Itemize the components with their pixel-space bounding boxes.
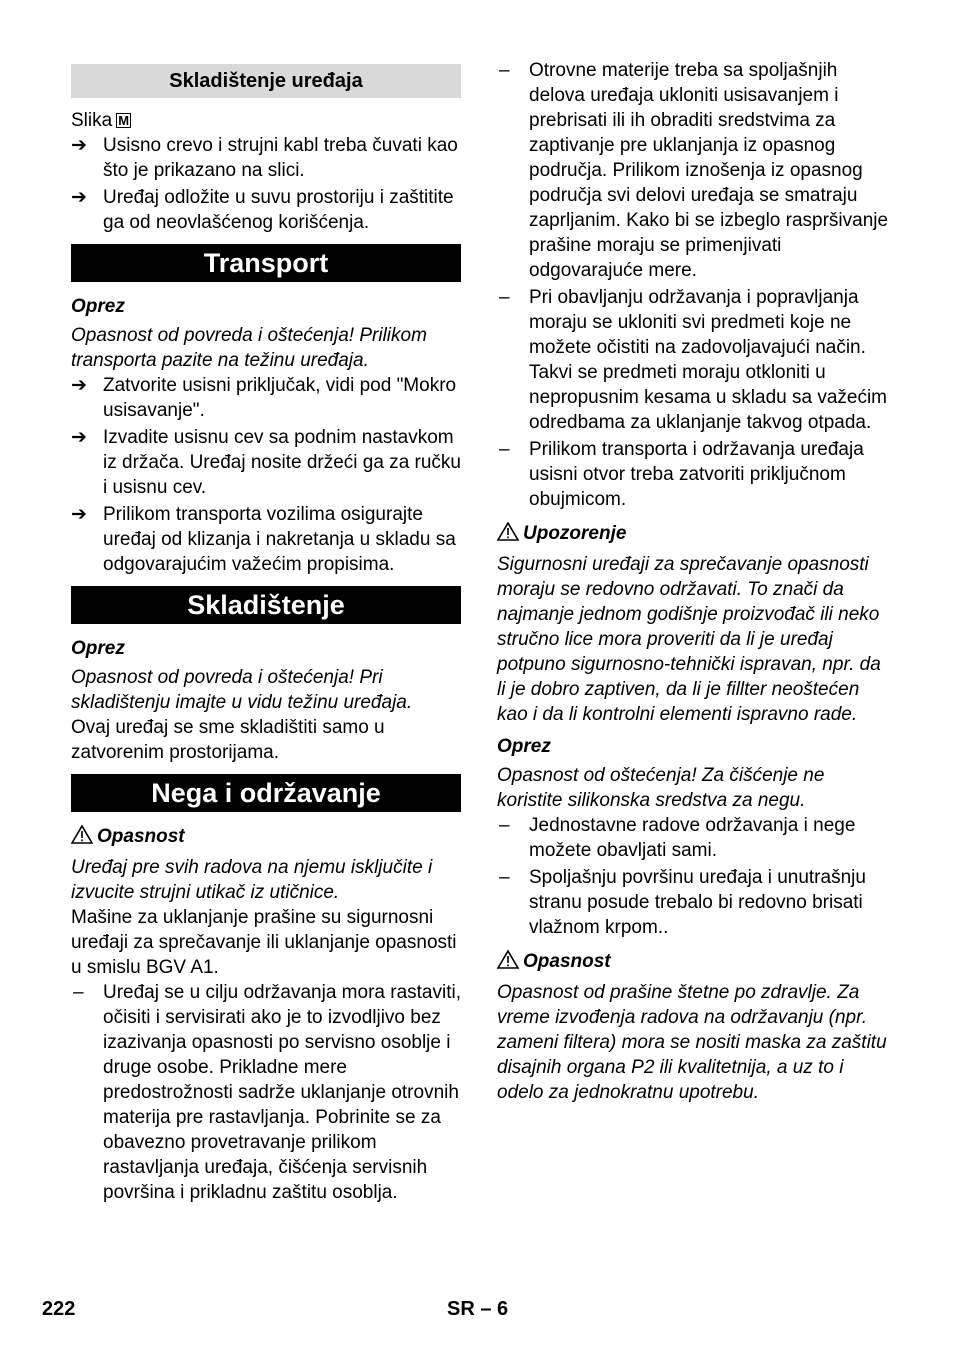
list-item: – Jednostavne radove održavanja i nege možete obavljati sami.: [499, 815, 856, 861]
figure-m-icon: M: [118, 113, 130, 128]
left-column: [71, 58, 461, 1207]
list-item: ➔ Uređaj odložite u suvu prostoriju i zaštitite ga od neovlašćenog korišćenja.: [71, 187, 454, 233]
arrow-right-icon: ➔: [71, 375, 87, 396]
dash-bullet: –: [499, 867, 510, 888]
list-item: – Prilikom transporta i održavanja uređaja usisni otvor treba zatvoriti priključnom obujmicom.: [499, 439, 864, 510]
dash-bullet: –: [499, 439, 510, 460]
arrow-right-icon: ➔: [71, 504, 87, 525]
warning-triangle-icon: [497, 950, 521, 976]
dash-bullet: –: [73, 982, 84, 1003]
caution-text: Opasnost od povreda i oštećenja! Prilikom transporta pazite na težinu uređaja.: [71, 325, 427, 371]
caution-label: Oprez: [497, 736, 551, 757]
care-heading: Nega i održavanje: [71, 774, 461, 812]
arrow-right-icon: ➔: [71, 187, 87, 208]
list-item: ➔ Usisno crevo i strujni kabl treba čuvati kao što je prikazano na slici.: [71, 135, 458, 181]
page-number: 222: [42, 1298, 76, 1320]
caution-text: Opasnost od povreda i oštećenja! Pri skladištenju imajte u vidu težinu uređaja.: [71, 667, 413, 713]
danger-text: Opasnost od prašine štetne po zdravlje. Za vreme izvođenja radova na održavanju (npr. zameni filtera) mora se nositi maska za zaštitu disajnih organa P2 ili kvalitetnija, a uz to i odelo za jednokratnu upotrebu.: [497, 982, 887, 1103]
warning-triangle-icon: [71, 825, 95, 851]
caution-label: Oprez: [71, 296, 125, 317]
section-label: SR – 6: [447, 1298, 509, 1320]
storage-unit-heading: Skladištenje uređaja: [71, 64, 461, 98]
figure-reference: Slika M: [71, 110, 130, 131]
care-text: Mašine za uklanjanje prašine su sigurnosni uređaji za sprečavanje ili uklanjanje opasnosti u smislu BGV A1.: [71, 907, 457, 978]
list-item: – Uređaj se u cilju održavanja mora rastaviti, očisiti i servisirati ako je to izvodljivo bez izazivanja opasnosti po servisno osoblje i druge osobe. Prikladne mere predostrožnosti sadrže uklanjanje otrovnih materija pre rastavljanja. Pobrinite se za obavezno provetravanje prilikom rastavljanja uređaja, čišćenja servisnih površina i prikladnu zaštitu osoblja.: [73, 982, 461, 1203]
warning-text: Sigurnosni uređaji za sprečavanje opasnosti moraju se redovno održavati. To znači da najmanje jednom godišnje proizvođač ili neko stručno lice mora proveriti da li je uređaj potpuno sigurnosno-tehnički ispravan, npr. da li je dobro zaptiven, da li je fillter neoštećen kao i da li kontrolni elementi ispravno rade.: [497, 554, 881, 725]
caution-label: Oprez: [71, 638, 125, 659]
list-item: – Otrovne materije treba sa spoljašnjih delova uređaja ukloniti usisavanjem i prebrisati ili ih obraditi sredstvima za zaptivanje pre uklanjanja iz opasnog područja. Prilikom iznošenja iz opasnog područja svi delovi uređaja se smatraju zaprljanim. Kako bi se izbeglo raspršivanje prašine moraju se primenjivati odgovarajuće mere.: [499, 60, 889, 281]
list-item: ➔ Izvadite usisnu cev sa podnim nastavkom iz držača. Uređaj nosite držeći ga za ručku i usisnu cev.: [71, 427, 461, 498]
warning-label: Upozorenje: [497, 521, 889, 548]
danger-text: Uređaj pre svih radova na njemu isključite i izvucite strujni utikač iz utičnice.: [71, 857, 433, 903]
dash-bullet: –: [499, 287, 510, 308]
storage-heading: Skladištenje: [71, 586, 461, 624]
danger-label: Opasnost: [71, 824, 461, 851]
list-item: ➔ Zatvorite usisni priključak, vidi pod "Mokro usisavanje".: [71, 375, 457, 421]
transport-heading: Transport: [71, 244, 461, 282]
caution-text: Opasnost od oštećenja! Za čišćenje ne koristite silikonska sredstva za negu.: [497, 765, 825, 811]
list-item: – Pri obavljanju održavanja i popravljanja moraju se ukloniti svi predmeti koje ne možete očistiti na zadovoljavajući način. Takvi se predmeti moraju otkloniti u nepropusnim kesama u skladu sa važećim odredbama za uklanjanje takvog otpada.: [499, 287, 888, 433]
dash-bullet: –: [499, 815, 510, 836]
dash-bullet: –: [499, 60, 510, 81]
arrow-right-icon: ➔: [71, 135, 87, 156]
storage-text: Ovaj uređaj se sme skladištiti samo u zatvorenim prostorijama.: [71, 717, 385, 763]
list-item: – Spoljašnju površinu uređaja i unutrašnju stranu posude trebalo bi redovno brisati vlažnom krpom..: [499, 867, 866, 938]
danger-label: Opasnost: [497, 949, 889, 976]
arrow-right-icon: ➔: [71, 427, 87, 448]
list-item: ➔ Prilikom transporta vozilima osigurajte uređaj od klizanja i nakretanja u skladu sa odgovarajućim važećim propisima.: [71, 504, 456, 575]
right-column: [497, 58, 889, 1105]
warning-triangle-icon: [497, 522, 521, 548]
